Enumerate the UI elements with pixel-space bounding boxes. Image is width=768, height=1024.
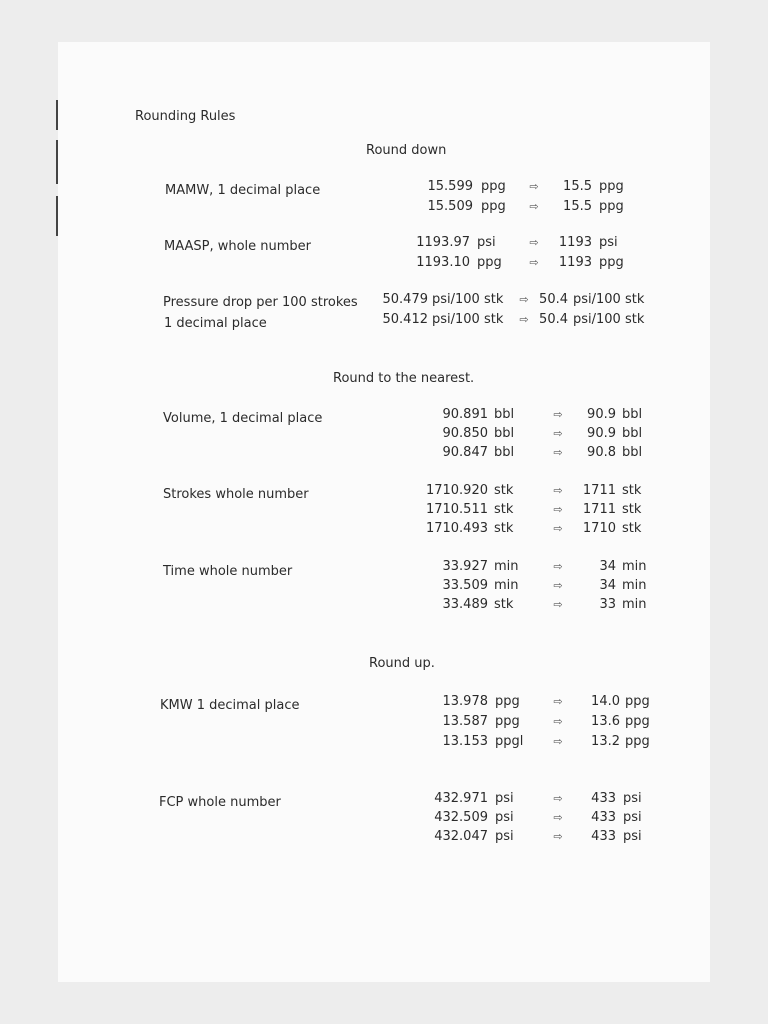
original-unit: psi [495,810,514,825]
rounded-unit: psi [623,791,642,806]
rounded-unit: stk [622,483,642,498]
original-unit: psi [495,829,514,844]
original-unit: psi/100 stk [432,312,504,327]
original-value: 1710.493 [425,521,488,536]
rounded-value: 50.4 [539,312,568,327]
rule-label-fcp: FCP whole number [159,795,281,810]
original-value: 1193.97 [416,235,470,250]
rounded-value: 13.2 [591,734,620,749]
original-unit: psi/100 stk [432,292,504,307]
page-title: Rounding Rules [135,109,236,124]
rounded-value: 90.9 [587,407,616,422]
rounded-value: 433 [591,791,616,806]
original-value: 1193.10 [416,255,470,270]
rounded-value: 1711 [582,502,616,517]
rule-label-strokes: Strokes whole number [163,487,309,502]
arrow-icon: ⇨ [553,560,563,573]
rule-label-mamw: MAMW, 1 decimal place [165,183,321,198]
arrow-icon: ⇨ [519,313,529,326]
original-unit: bbl [494,445,515,460]
original-unit: bbl [494,426,515,441]
rounded-value: 15.5 [563,179,592,194]
original-value: 432.047 [434,829,488,844]
rounded-value: 50.4 [539,292,568,307]
original-unit: ppg [495,714,520,729]
original-value: 432.509 [434,810,488,825]
original-value: 13.153 [442,734,488,749]
original-value: 50.412 [382,312,428,327]
rounded-unit: psi [599,235,618,250]
original-value: 90.847 [442,445,488,460]
rounded-value: 1710 [582,521,616,536]
original-value: 13.587 [442,714,488,729]
rounded-value: 33 [599,597,616,612]
rounded-unit: psi/100 stk [573,292,645,307]
arrow-icon: ⇨ [553,503,563,516]
original-unit: ppg [481,179,506,194]
original-unit: min [494,578,519,593]
rounded-unit: ppg [625,694,650,709]
original-unit: psi [495,791,514,806]
original-value: 432.971 [434,791,488,806]
original-unit: stk [494,502,514,517]
rounded-value: 13.6 [591,714,620,729]
rounded-unit: bbl [622,445,643,460]
original-value: 15.509 [427,199,473,214]
rounded-value: 15.5 [563,199,592,214]
rounded-unit: bbl [622,426,643,441]
rounded-unit: ppg [625,734,650,749]
arrow-icon: ⇨ [529,180,539,193]
rounded-unit: stk [622,502,642,517]
original-unit: psi [477,235,496,250]
arrow-icon: ⇨ [553,598,563,611]
rule-label-pressure-drop-precision: 1 decimal place [164,316,267,331]
section-heading-round-up: Round up. [369,656,435,671]
original-unit: min [494,559,519,574]
rounded-value: 34 [599,578,616,593]
rule-label-pressure-drop: Pressure drop per 100 strokes [163,295,358,310]
arrow-icon: ⇨ [553,408,563,421]
rounded-value: 14.0 [591,694,620,709]
rounded-unit: psi/100 stk [573,312,645,327]
rounded-value: 433 [591,810,616,825]
rounded-unit: min [622,597,647,612]
arrow-icon: ⇨ [519,293,529,306]
original-value: 13.978 [442,694,488,709]
arrow-icon: ⇨ [553,446,563,459]
rounded-unit: ppg [599,199,624,214]
original-unit: stk [494,483,514,498]
original-value: 50.479 [382,292,428,307]
original-unit: bbl [494,407,515,422]
arrow-icon: ⇨ [553,427,563,440]
arrow-icon: ⇨ [553,715,563,728]
original-value: 33.927 [442,559,488,574]
rounded-unit: min [622,559,647,574]
rounded-value: 433 [591,829,616,844]
rounded-unit: psi [623,810,642,825]
rounded-value: 1711 [582,483,616,498]
original-value: 1710.511 [425,502,488,517]
original-unit: ppgl [495,734,524,749]
original-value: 1710.920 [425,483,488,498]
rounded-value: 90.9 [587,426,616,441]
rounded-unit: stk [622,521,642,536]
arrow-icon: ⇨ [529,200,539,213]
original-value: 33.489 [442,597,488,612]
original-value: 90.891 [442,407,488,422]
arrow-icon: ⇨ [529,236,539,249]
arrow-icon: ⇨ [553,735,563,748]
section-heading-round-nearest: Round to the nearest. [333,371,475,386]
original-unit: ppg [495,694,520,709]
rule-label-maasp: MAASP, whole number [164,239,312,254]
original-unit: ppg [477,255,502,270]
arrow-icon: ⇨ [529,256,539,269]
original-value: 33.509 [442,578,488,593]
arrow-icon: ⇨ [553,695,563,708]
arrow-icon: ⇨ [553,484,563,497]
arrow-icon: ⇨ [553,522,563,535]
arrow-icon: ⇨ [553,579,563,592]
rounded-value: 34 [599,559,616,574]
original-unit: stk [494,597,514,612]
rounded-unit: psi [623,829,642,844]
rounded-unit: ppg [625,714,650,729]
arrow-icon: ⇨ [553,792,563,805]
rounded-value: 90.8 [587,445,616,460]
original-value: 15.599 [427,179,473,194]
rounded-unit: ppg [599,255,624,270]
arrow-icon: ⇨ [553,830,563,843]
rule-label-time: Time whole number [163,564,293,579]
section-heading-round-down: Round down [366,143,447,158]
arrow-icon: ⇨ [553,811,563,824]
original-unit: stk [494,521,514,536]
original-unit: ppg [481,199,506,214]
rule-label-kmw: KMW 1 decimal place [160,698,300,713]
rounded-unit: bbl [622,407,643,422]
rule-label-volume: Volume, 1 decimal place [163,411,323,426]
rounded-value: 1193 [558,255,592,270]
rounded-unit: ppg [599,179,624,194]
rounded-value: 1193 [558,235,592,250]
original-value: 90.850 [442,426,488,441]
rounded-unit: min [622,578,647,593]
